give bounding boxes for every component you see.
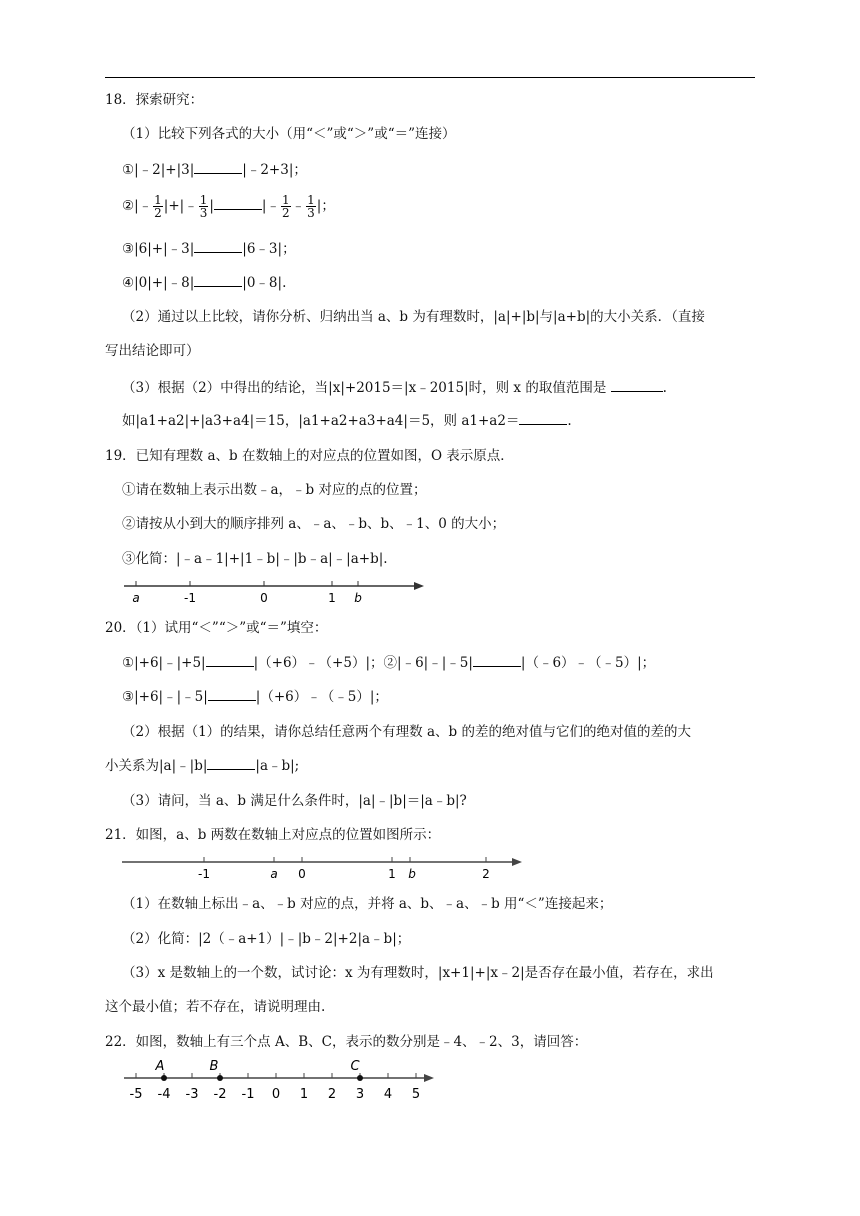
tick-label: -5 <box>129 1087 143 1102</box>
axis-label-b: b <box>408 867 416 881</box>
tick-label: -1 <box>241 1087 255 1102</box>
point-label-a: A <box>155 1059 165 1074</box>
answer-blank <box>207 757 255 770</box>
q18-part3: （3）根据（2）中得出的结论，当|x|+2015＝|x﹣2015|时，则 x 的取值范围是 . <box>122 380 667 396</box>
q19-number-line <box>122 576 432 606</box>
axis-label-0: 0 <box>298 867 306 881</box>
q18-part2: （2）通过以上比较，请你分析、归纳出当 a、b 为有理数时，|a|+|b|与|a+b|的大小关系．（直接 <box>122 309 705 325</box>
q20-part3: （3）请问，当 a、b 满足什么条件时，|a|﹣|b|＝|a﹣b|? <box>122 793 467 809</box>
tick-label: 4 <box>383 1087 393 1102</box>
axis-label-1: 1 <box>328 591 336 605</box>
q18-part2-cont: 写出结论即可） <box>105 343 200 359</box>
tick-label: 2 <box>327 1087 337 1102</box>
tick-label: -2 <box>213 1087 227 1102</box>
axis-label-1: 1 <box>388 867 396 881</box>
axis-label-b: b <box>354 591 362 605</box>
axis-label-a: a <box>132 591 140 605</box>
q21-step2: （2）化简：|2（﹣a+1）|﹣|b﹣2|+2|a﹣b|； <box>122 931 411 947</box>
tick-label: 1 <box>299 1087 309 1102</box>
q18-item1: ①|﹣2|+|3| |﹣2+3|； <box>122 162 307 178</box>
header-rule <box>105 77 755 78</box>
tick-label: -4 <box>157 1087 171 1102</box>
q21-number-line <box>120 852 530 882</box>
answer-blank <box>206 654 254 667</box>
answer-blank <box>611 379 663 392</box>
q18-item4: ④|0|+|﹣8| |0﹣8|. <box>122 275 287 291</box>
tick-label: -3 <box>185 1087 199 1102</box>
q21-step3-cont: 这个最小值；若不存在，请说明理由. <box>105 999 326 1015</box>
point-c-dot <box>357 1075 363 1081</box>
q20-line2: ③|+6|﹣|﹣5| |（+6）﹣（﹣5）|； <box>122 689 388 705</box>
axis-label-minus1: -1 <box>184 591 196 605</box>
q21-step3: （3）x 是数轴上的一个数，试讨论：x 为有理数时，|x+1|+|x﹣2|是否存在最小值，若存在，求出 <box>122 965 714 981</box>
axis-label-a: a <box>270 867 278 881</box>
answer-blank <box>194 161 242 174</box>
tick-label: 5 <box>411 1087 421 1102</box>
answer-blank <box>194 240 242 253</box>
q18-item2: ②|﹣ $\frac{1}{2}$ |+|﹣ $\frac{1}{3}$ | |﹣ $\frac{1}{2}$ ﹣ $\frac{1}{3}$ |； <box>122 193 335 220</box>
q22-number-line <box>122 1058 442 1104</box>
answer-blank <box>194 274 242 287</box>
q20-title: 20．（1）试用“＜”“＞”或“＝”填空： <box>105 620 328 636</box>
answer-blank <box>214 197 262 210</box>
point-b-dot <box>217 1075 223 1081</box>
q21-step1: （1）在数轴上标出﹣a、﹣b 对应的点，并将 a、b、﹣a、﹣b 用“＜”连接起来； <box>122 896 613 912</box>
q18-part4: 如|a1+a2|+|a3+a4|＝15，|a1+a2+a3+a4|＝5，则 a1+a2＝ . <box>122 413 572 429</box>
point-a-dot <box>161 1075 167 1081</box>
q19-step2: ②请按从小到大的顺序排列 a、﹣a、﹣b、b、﹣1、0 的大小； <box>122 516 506 532</box>
tick-label: 3 <box>355 1087 365 1102</box>
axis-label-minus1: -1 <box>198 867 210 881</box>
q21-title: 21．如图，a、b 两数在数轴上对应点的位置如图所示： <box>105 827 441 843</box>
q20-line1: ①|+6|﹣|+5| |（+6）﹣（+5）|；②|﹣6|﹣|﹣5| |（﹣6）﹣（﹣5）|； <box>122 655 656 671</box>
q20-part2: （2）根据（1）的结果，请你总结任意两个有理数 a、b 的差的绝对值与它们的绝对值的差的大 <box>122 724 691 740</box>
q20-part2-cont: 小关系为|a|﹣|b| |a﹣b|; <box>105 758 300 774</box>
point-label-b: B <box>209 1059 219 1074</box>
answer-blank <box>473 654 521 667</box>
q19-step3: ③化简：|﹣a﹣1|+|1﹣b|﹣|b﹣a|﹣|a+b|. <box>122 551 388 567</box>
answer-blank <box>519 412 567 425</box>
q18-title: 18．探索研究： <box>105 92 204 108</box>
q18-part1: （1）比较下列各式的大小（用“＜”或“＞”或“＝”连接） <box>122 126 456 142</box>
answer-blank <box>208 688 256 701</box>
q22-title: 22．如图，数轴上有三个点 A、B、C，表示的数分别是﹣4、﹣2、3，请回答： <box>105 1034 588 1050</box>
point-label-c: C <box>350 1059 360 1074</box>
q19-title: 19．已知有理数 a、b 在数轴上的对应点的位置如图，O 表示原点． <box>105 448 514 464</box>
tick-label: 0 <box>271 1087 281 1102</box>
q18-item3: ③|6|+|﹣3| |6﹣3|； <box>122 241 296 257</box>
axis-label-0: 0 <box>260 591 268 605</box>
axis-label-2: 2 <box>482 867 490 881</box>
q19-step1: ①请在数轴上表示出数﹣a，﹣b 对应的点的位置； <box>122 482 427 498</box>
